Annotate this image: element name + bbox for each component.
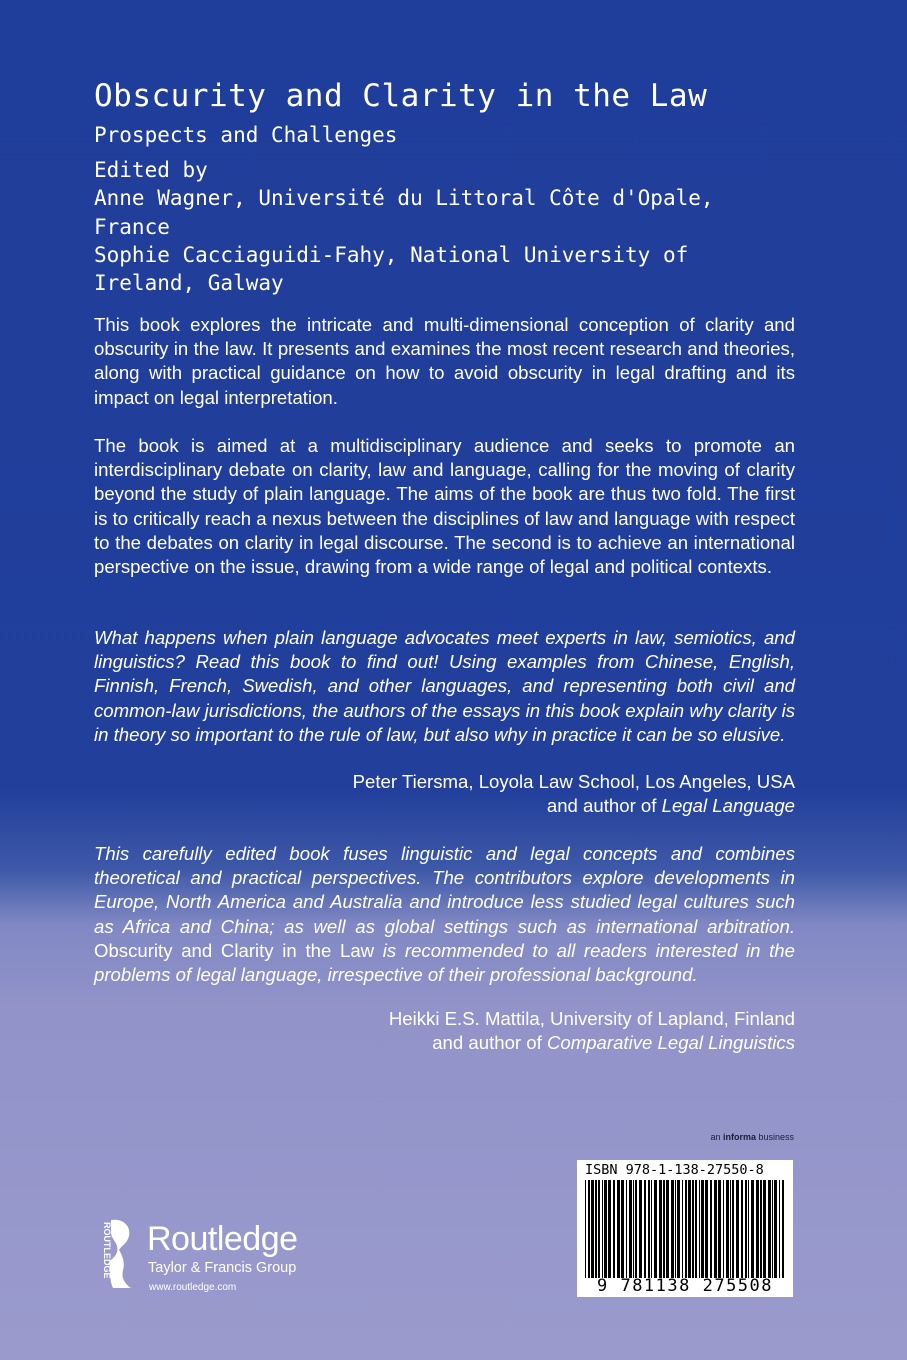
barcode-bar xyxy=(748,1180,749,1278)
endorser-work: Legal Language xyxy=(661,795,795,817)
barcode-bar xyxy=(608,1180,611,1278)
barcode-bar xyxy=(745,1180,747,1278)
barcode-bar xyxy=(736,1180,739,1278)
barcode-bar xyxy=(695,1180,697,1278)
barcode-bar xyxy=(666,1180,669,1278)
barcode-bar xyxy=(654,1180,657,1278)
barcode-bar xyxy=(723,1180,724,1278)
barcode-bar xyxy=(595,1180,597,1278)
barcode-bar xyxy=(671,1180,674,1278)
endorsement-attribution xyxy=(389,1007,795,1055)
barcode-bar xyxy=(774,1180,777,1278)
ean-number: 9 781138 275508 xyxy=(596,1276,774,1296)
role-prefix: and author of xyxy=(432,1032,547,1054)
editor-line: France xyxy=(94,214,170,239)
barcode-bar xyxy=(760,1180,762,1278)
publisher-name: Routledge xyxy=(147,1220,298,1258)
endorser-role xyxy=(389,1031,795,1055)
barcode-bar xyxy=(613,1180,615,1278)
publisher-url: www.routledge.com xyxy=(149,1282,237,1293)
barcode-bar xyxy=(692,1180,694,1278)
edited-by-label: Edited by xyxy=(94,158,208,182)
endorser-work: Comparative Legal Linguistics xyxy=(546,1032,795,1054)
barcode-bar xyxy=(588,1180,590,1278)
barcode-bar xyxy=(648,1180,650,1278)
barcode-bar xyxy=(685,1180,687,1278)
barcode-bar xyxy=(710,1180,712,1278)
barcode-bar xyxy=(768,1180,771,1278)
barcode-bar xyxy=(714,1180,717,1278)
barcode-bar xyxy=(726,1180,729,1278)
barcode-bar xyxy=(682,1180,683,1278)
barcode-bar xyxy=(635,1180,637,1278)
endorser-role xyxy=(353,794,795,818)
barcode-bar xyxy=(732,1180,734,1278)
barcode-bar xyxy=(659,1180,662,1278)
barcode-bar xyxy=(688,1180,691,1278)
barcode-bar xyxy=(604,1180,607,1278)
book-title: Obscurity and Clarity in the Law xyxy=(94,78,708,114)
barcode-bar xyxy=(617,1180,620,1278)
barcode-bar xyxy=(772,1180,773,1278)
barcode-bar xyxy=(763,1180,766,1278)
barcode-bars xyxy=(583,1180,787,1278)
description-paragraph: This book explores the intricate and multi-dimensional conception of clarity and obscurity in the law. It presents and examines the most recent research and theories, along with practical guidance on how to avoid obscurity in legal drafting and its impact on legal interpretation. xyxy=(94,314,795,408)
endorsement-quote xyxy=(94,842,795,987)
barcode-bar xyxy=(699,1180,700,1278)
barcode-bar xyxy=(779,1180,780,1278)
barcode-bar xyxy=(629,1180,632,1278)
barcode-bar xyxy=(705,1180,708,1278)
barcode-bar xyxy=(621,1180,624,1278)
informa-business-label xyxy=(710,1132,794,1142)
barcode-bar xyxy=(585,1180,586,1278)
barcode xyxy=(577,1160,793,1297)
book-subtitle: Prospects and Challenges xyxy=(94,123,398,147)
isbn-number: ISBN 978-1-138-27550-8 xyxy=(585,1162,764,1178)
barcode-bar xyxy=(663,1180,665,1278)
barcode-bar xyxy=(675,1180,676,1278)
barcode-bar xyxy=(718,1180,721,1278)
editor-line: Sophie Cacciaguidi-Fahy, National University of xyxy=(94,242,689,267)
barcode-bar xyxy=(644,1180,646,1278)
routledge-logo xyxy=(93,1218,333,1298)
informa-suffix: business xyxy=(755,1132,794,1142)
barcode-bar xyxy=(602,1180,603,1278)
endorser-name: Heikki E.S. Mattila, University of Lapland, Finland xyxy=(388,1008,795,1029)
editors-block xyxy=(94,156,814,297)
barcode-bar xyxy=(633,1180,634,1278)
description-paragraph: The book is aimed at a multidisciplinary audience and seeks to promote an interdisciplinary debate on clarity, law and language, calling for the moving of clarity beyond the study of plain language. The aims of the book are thus two fold. The first is to critically reach a nexus between the disciplines of law and language with respect to the debates on clarity in legal discourse. The second is to achieve an international perspective on the issue, drawing from a wide range of legal and political contexts. xyxy=(94,435,795,578)
informa-prefix: an xyxy=(710,1132,723,1142)
endorsement-attribution xyxy=(353,770,795,818)
barcode-bar xyxy=(591,1180,594,1278)
endorsement-quote: What happens when plain language advocates meet experts in law, semiotics, and linguistics? Read this book to find out! Using examples from Chinese, English, Finnish, French, Swedish, and other languages, and representing both civil and common-law jurisdictions, the authors of the essays in this book explain why clarity is in theory so important to the rule of law, but also why in practice it can be so elusive. xyxy=(94,627,795,745)
editor-line: Ireland, Galway xyxy=(94,271,284,296)
barcode-bar xyxy=(782,1180,784,1278)
routledge-vertical-wordmark: ROUTLEDGE xyxy=(102,1222,112,1279)
routledge-emblem-icon xyxy=(93,1218,133,1292)
barcode-bar xyxy=(639,1180,642,1278)
barcode-bar xyxy=(701,1180,704,1278)
barcode-bar xyxy=(651,1180,652,1278)
barcode-bar xyxy=(677,1180,680,1278)
quote-text: is recommended to all readers interested in the problems of legal language, irrespective of their professional background. xyxy=(94,939,795,986)
barcode-bar xyxy=(741,1180,743,1278)
informa-brand: informa xyxy=(722,1132,756,1142)
editor-line: Anne Wagner, Université du Littoral Côte d'Opale, xyxy=(94,186,714,211)
quote-book-title: Obscurity and Clarity in the Law xyxy=(94,939,375,961)
barcode-bar xyxy=(751,1180,754,1278)
role-prefix: and author of xyxy=(546,795,662,817)
publisher-group: Taylor & Francis Group xyxy=(148,1260,297,1276)
barcode-bar xyxy=(626,1180,627,1278)
quote-text: This carefully edited book fuses linguistic and legal concepts and combines theoretical and practical perspectives. The contributors explore developments in Europe, North America and Australia and introduce less studied legal cultures such as Africa and China; as well as global settings such as international arbitration. xyxy=(94,843,795,937)
barcode-bar xyxy=(730,1180,731,1278)
barcode-bar xyxy=(598,1180,600,1278)
endorser-name: Peter Tiersma, Loyola Law School, Los Angeles, USA xyxy=(352,771,795,792)
barcode-bar xyxy=(756,1180,759,1278)
